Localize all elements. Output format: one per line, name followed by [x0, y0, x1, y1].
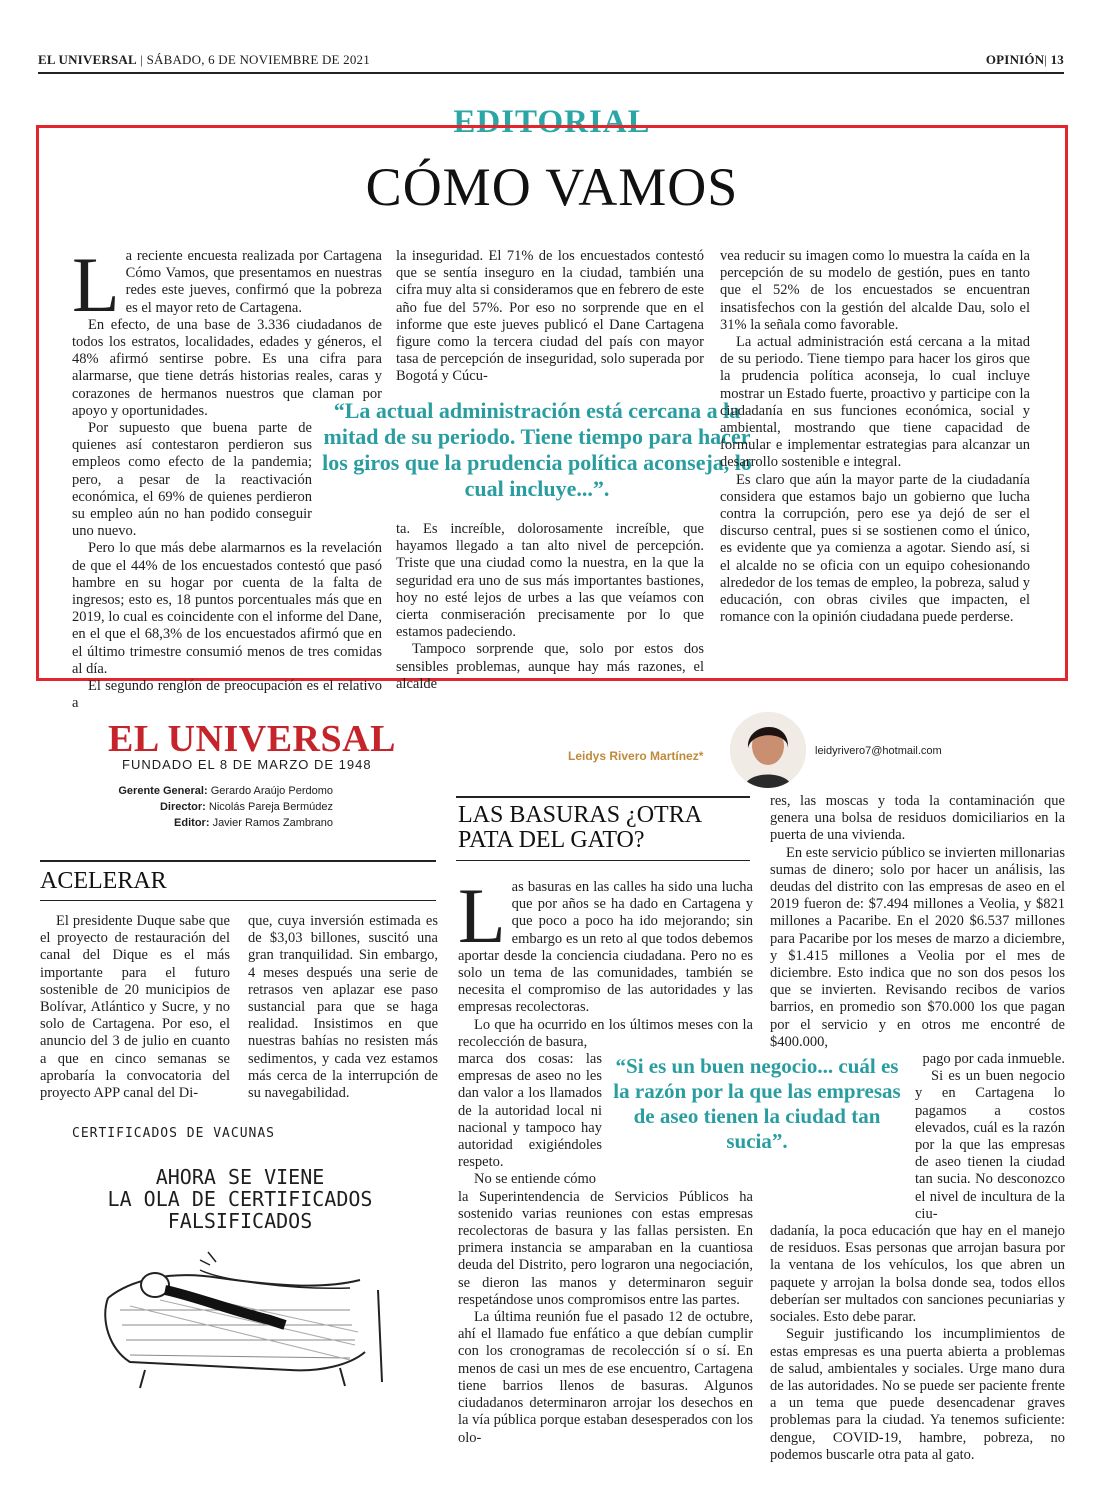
speech-line: LA OLA DE CERTIFICADOS [107, 1187, 373, 1211]
editorial-column-2 [396, 248, 704, 386]
paragraph: El segundo renglón de preocupación es el relativo a [72, 678, 382, 712]
paragraph: que, cuya inversión estimada es de $3,03 billones, suscitó una gran tranquilidad. Sin embargo, 4 meses después una serie de retrasos ven aplazar ese paso sustancial para que se haga realidad. Insistimos en que nuestras bahías no resisten más sedimentos, y cada vez estamos más cerca de la interrupción de su navegabilidad. [248, 913, 438, 1102]
section-rule [456, 860, 750, 861]
section-rule [40, 900, 436, 901]
section-rule [40, 860, 436, 862]
paragraph: as basuras en las calles ha sido una lucha que por años se ha dado en Cartagena y que poco a poco ha ido mejorando; sin embargo es un reto al que todos debemos aportar desde la conciencia ciudadana. Pero no es solo un tema de las comunidades, también se necesita el compromiso de las autoridades y las empresas recolectoras. [458, 879, 753, 1016]
paragraph: Es claro que aún la mayor parte de la ciudadanía considera que estamos bajo un gobierno que lucha contra la corrupción, pero ese ya dejó de ser el discurso central, pues si se sostienen como el único, es evidente que ya comienza a agotar. Siendo así, si el alcalde no se oficia con un equipo cohesionando alrededor de los temas de empleo, la pobreza, salud y educación, con obras civiles que impacten, el romance con la opinión ciudadana puede perderse. [720, 471, 1030, 626]
cartoon [60, 1120, 400, 1400]
header-rule [38, 72, 1064, 74]
paragraph: Si es un buen negocio y en Cartagena lo pagamos a costos elevados, cuál es la razón por la que las empresas de aseo tienen la ciudad tan sucia. No desconozco el nivel de incultura de la ciu- [915, 1068, 1065, 1222]
paragraph: La actual administración está cercana a la mitad de su periodo. Tiene tiempo para hacer los giros que la prudencia política aconseja, lo cual incluye mostrar un Estado fuerte, proactivo y participe con la ciudadanía en sus funciones económica, social y ambiental, mostrando que tiene capacidad de formular e implementar estrategias para alcanzar un desarrollo sostenible e integral. [720, 334, 1030, 471]
author-email: leidyrivero7@hotmail.com [815, 745, 942, 757]
drop-cap: L [72, 241, 120, 328]
paragraph: marca dos cosas: las empresas de aseo no les dan valor a los llamados de la autoridad local ni nacional y tampoco hay autoridad exigiéndoles respeto. [458, 1051, 602, 1171]
author-name: Leidys Rivero Martínez* [568, 749, 704, 763]
speech-line: AHORA SE VIENE [155, 1165, 325, 1189]
drop-cap: L [458, 872, 506, 959]
issue-date: SÁBADO, 6 DE NOVIEMBRE DE 2021 [146, 52, 370, 67]
editorial-pullquote: “La actual administración está cercana a la mitad de su periodo. Tiene tiempo para hacer los giros que la prudencia política aconseja, lo cual incluye...”. [322, 398, 752, 501]
paragraph: res, las moscas y toda la contaminación que genera una bolsa de residuos domiciliarios en la puerta de una vivienda. [770, 793, 1065, 844]
staff-list [33, 783, 333, 831]
paragraph: dadanía, la poca educación que hay en el manejo de residuos. Esas personas que arrojan basura por la ventana de los vehículos, los que abren un paquete y arrojan la bolsa donde sea, todos ellos deberían ser multados con sanciones pecuniarias y sociales. Esto debe parar. [770, 1223, 1065, 1326]
staff-editor: Editor: Javier Ramos Zambrano [174, 817, 333, 829]
editorial-column-3 [720, 248, 1030, 626]
paragraph: vea reducir su imagen como lo muestra la caída en la percepción de su modelo de gestión, pues en tanto que el 52% de los encuestados se encuentran insatisfechos con la gestión del alcalde Dau, solo el 31% la señala como favorable. [720, 248, 1030, 333]
editorial-label: EDITORIAL [453, 104, 651, 140]
staff-director: Director: Nicolás Pareja Bermúdez [159, 801, 333, 813]
paragraph: la inseguridad. El 71% de los encuestados contestó que se sentía inseguro en la ciudad, también una cifra muy alta si consideramos que en febrero de este año fue del 57%. Por eso no sorprende que en el informe que este jueves publicó el Dane Cartagena figure como la tercera ciudad del país con mayor tasa de percepción de inseguridad, solo superada por Bogotá y Cúcu- [396, 248, 704, 385]
paragraph: la Superintendencia de Servicios Públicos ha sostenido varias reuniones con estas empresas recolectoras de basura y las fallas persisten. En primera instancia se amparaban en la cuantiosa deuda del Distrito, pero lograron una negociación, se dieron las manos y determinaron seguir respetándose unos compromisos entre las partes. [458, 1188, 753, 1308]
author-portrait-icon [730, 712, 806, 788]
paragraph: La última reunión fue el pasado 12 de octubre, ahí el llamado fue enfático a que debían cumplir con los cronogramas de recolección sí o sí. En menos de casi un mes de ese encuentro, Cartagena tiene barrios llenos de basuras. Algunos ciudadanos determinaron arrojar los desechos en la vía pública porque estaban desesperados con los olo- [458, 1309, 753, 1446]
founded-date: FUNDADO EL 8 DE MARZO DE 1948 [122, 757, 372, 772]
paragraph: pago por cada inmueble. [922, 1051, 1065, 1068]
acelerar-column-1 [40, 913, 230, 1102]
basuras-column-2 [770, 793, 1065, 1464]
cartoon-caption: CERTIFICADOS DE VACUNAS [72, 1126, 276, 1141]
paragraph: a reciente encuesta realizada por Cartagena Cómo Vamos, que presentamos en nuestras redes este jueves, confirmó que la pobreza es el mayor reto de Cartagena. [125, 248, 382, 316]
section-name: OPINIÓN [985, 52, 1045, 67]
editorial-column-2b [396, 521, 704, 693]
title-line: PATA DEL GATO? [458, 827, 645, 853]
paragraph: ta. Es increíble, dolorosamente increíble, que hayamos llegado a tan alto nivel de percepción. Triste que una ciudad como la nuestra, en la que la seguridad era uno de sus más importantes bastiones, hoy no esté lejos de urbes a las que veíamos con cierta conmiseración precisamente por lo que estamos padeciendo. [396, 521, 704, 641]
paragraph: Tampoco sorprende que, solo por estos dos sensibles problemas, aunque hay más razones, el alcalde [396, 641, 704, 692]
paragraph: En efecto, de una base de 3.336 ciudadanos de todos los estratos, localidades, edades y géneros, el 48% afirmó sentirse pobre. Es una cifra para alarmarse, que tiene detrás historias reales, caras y corazones de hermanos nuestros que claman por apoyo y oportunidades. [72, 316, 382, 419]
editorial-title: CÓMO VAMOS [365, 157, 739, 217]
page-header-left: EL UNIVERSAL | SÁBADO, 6 DE NOVIEMBRE DE 2021 [38, 52, 370, 67]
page-header-right: OPINIÓN| 13 [985, 52, 1064, 67]
cartoon-drawing [60, 1120, 400, 1400]
paragraph: Por supuesto que buena parte de quienes así contestaron perdieron sus empleos como efecto de la pandemia; pero, a pesar de la reactivación económica, el 69% de quienes perdieron su empleo aún no han podido conseguir uno nuevo. [72, 420, 312, 540]
basuras-title [458, 803, 702, 853]
paragraph: Seguir justificando los incumplimientos de estas empresas es una puerta abierta a problemas de salud, ambientales y sociales. Urge mano dura de las autoridades. No se puede ser paciente frente a un tema que puede desencadenar graves problemas para la ciudad. Ya tenemos suficiente: dengue, COVID-19, hambre, pobreza, no podemos buscarle otra pata al gato. [770, 1326, 1065, 1463]
speech-line: FALSIFICADOS [167, 1209, 313, 1233]
paragraph: En este servicio público se invierten millonarias sumas de dinero; solo por hacer un análisis, las deudas del distrito con las empresas de aseo en el 2019 fueron de: $7.494 millones a Veolia, y $821 millones a Pacaribe. En el 2020 $6.537 millones para Pacaribe por los meses de marzo a diciembre, y $1.415 millones a Veolia por el mes de diciembre. Esto indica que no son dos pesos los que se invierten. Revisando recibos de varios barrios, en promedio son $70.000 los que pagan por el servicio y en otros me encontré de $400.000, [770, 844, 1065, 1050]
title-line: LAS BASURAS ¿OTRA [458, 802, 703, 828]
paragraph: Pero lo que más debe alarmarnos es la revelación de que el 44% de los encuestados contestó que pasó hambre en su hogar por cuenta de la falta de ingresos; esto es, 18 puntos porcentuales más que en 2019, lo cual es coincidente con el informe del Dane, en el que el 68,3% de los encuestados afirmó que en el último trimestre consumió menos de tres comidas al día. [72, 540, 382, 677]
staff-gm: Gerente General: Gerardo Araújo Perdomo [118, 785, 333, 797]
basuras-pullquote: “Si es un buen negocio... cuál es la razón por la que las empresas de aseo tienen la ciudad tan sucia”. [613, 1054, 901, 1153]
section-rule [456, 796, 750, 798]
page-number: 13 [1050, 52, 1064, 67]
paragraph: El presidente Duque sabe que el proyecto de restauración del canal del Dique es el más importante para el futuro sostenible de 20 municipios de Bolívar, Atlántico y Sucre, y no solo de Cartagena. Por eso, el anuncio del 3 de julio en cuanto a que en cinco semanas se aprobaría la convocatoria del proyecto APP canal del Di- [40, 913, 230, 1102]
paragraph: No se entiende cómo [474, 1171, 597, 1188]
acelerar-title: ACELERAR [40, 868, 167, 894]
paper-name: EL UNIVERSAL [38, 52, 137, 67]
author-avatar [730, 712, 806, 788]
masthead-logo: EL UNIVERSAL [108, 718, 396, 760]
paragraph: Lo que ha ocurrido en los últimos meses con la recolección de basura, [458, 1016, 753, 1050]
acelerar-column-2 [248, 913, 438, 1102]
basuras-column-1 [458, 872, 753, 1447]
